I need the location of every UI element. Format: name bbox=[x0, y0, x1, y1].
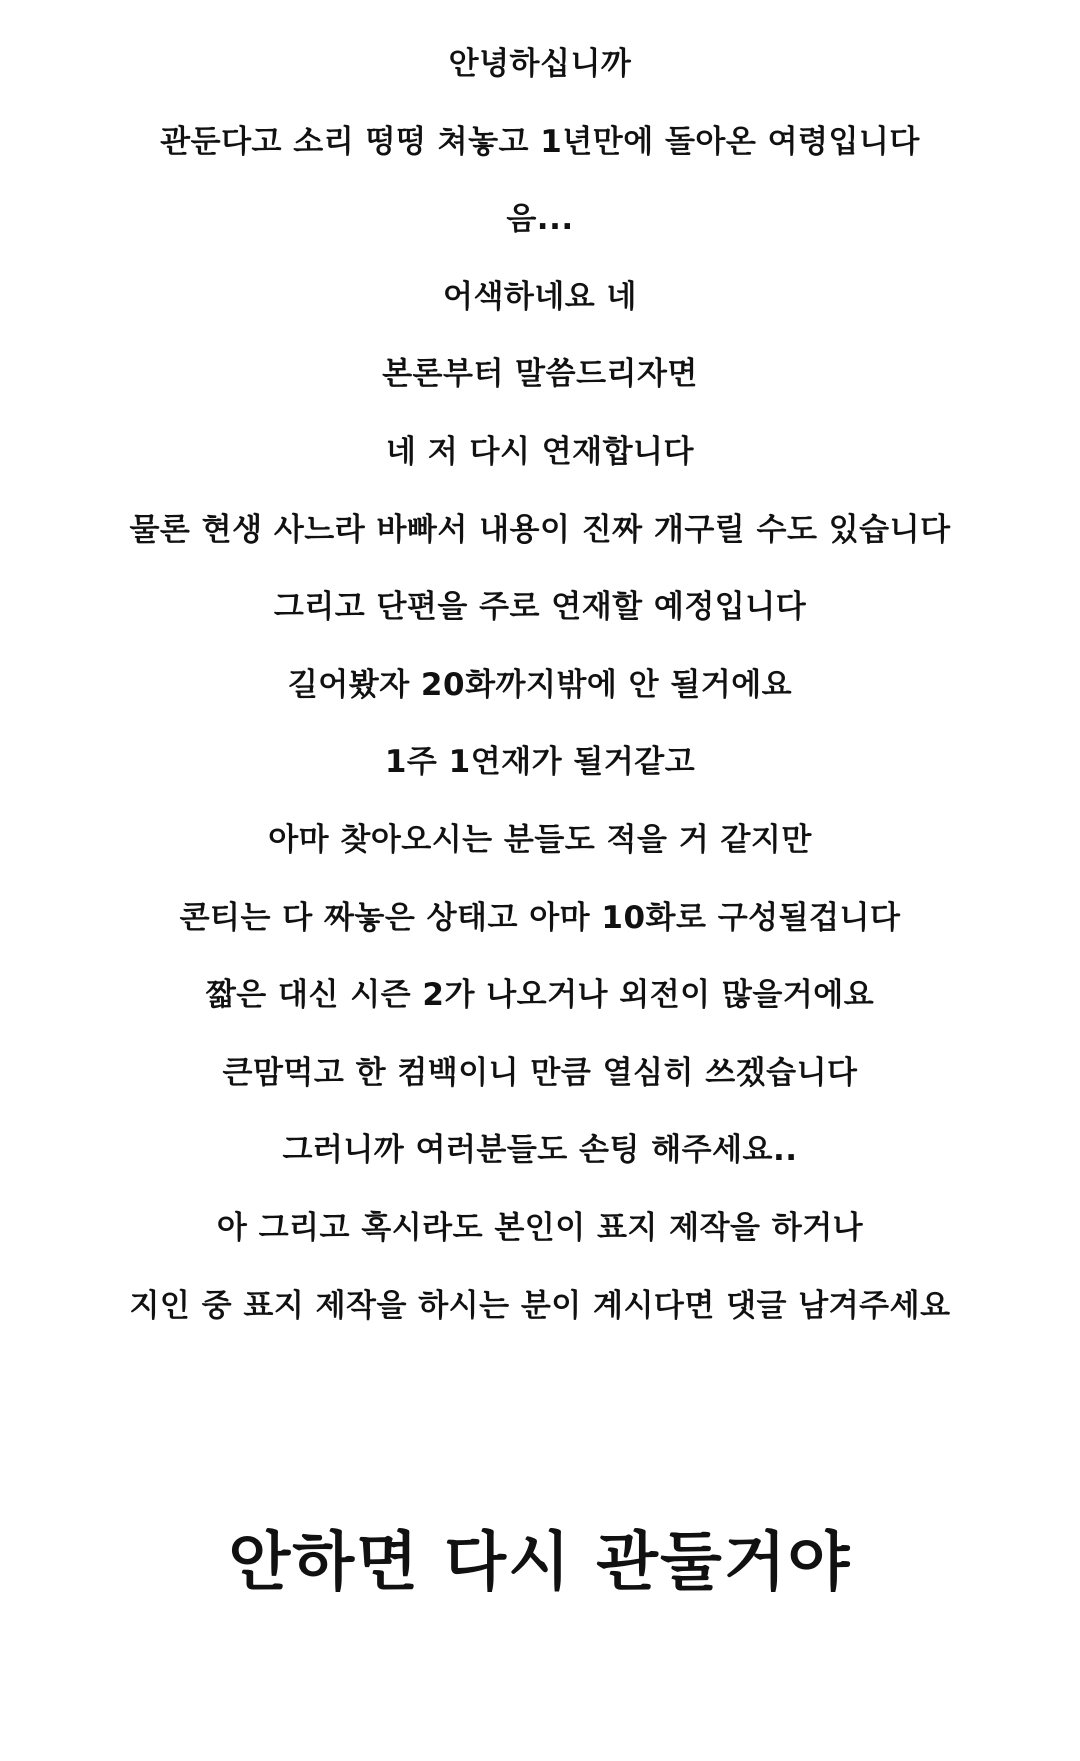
text-line: 아마 찾아오시는 분들도 적을 거 같지만 bbox=[268, 821, 812, 858]
text-line: 물론 현생 사느라 바빠서 내용이 진짜 개구릴 수도 있습니다 bbox=[129, 511, 951, 548]
text-line: 지인 중 표지 제작을 하시는 분이 계시다면 댓글 남겨주세요 bbox=[129, 1287, 951, 1324]
closing-heading: 안하면 다시 관둘거야 bbox=[228, 1526, 852, 1600]
post-text-lines bbox=[0, 38, 1080, 1357]
text-line: 1주 1연재가 될거같고 bbox=[384, 744, 696, 781]
text-line: 아 그리고 혹시라도 본인이 표지 제작을 하거나 bbox=[216, 1209, 864, 1246]
text-line: 본론부터 말씀드리자면 bbox=[382, 356, 698, 393]
text-line: 어색하네요 네 bbox=[443, 278, 637, 315]
text-line: 길어봤자 20화까지밖에 안 될거에요 bbox=[287, 666, 793, 703]
text-line: 큰맘먹고 한 컴백이니 만큼 열심히 쓰겠습니다 bbox=[222, 1054, 858, 1091]
text-line: 그리고 단편을 주로 연재할 예정입니다 bbox=[273, 589, 807, 626]
text-line: 관둔다고 소리 떵떵 쳐놓고 1년만에 돌아온 여령입니다 bbox=[160, 123, 920, 160]
text-line: 네 저 다시 연재합니다 bbox=[386, 433, 694, 470]
text-line: 콘티는 다 짜놓은 상태고 아마 10화로 구성될겁니다 bbox=[179, 899, 901, 936]
text-line: 그러니까 여러분들도 손팅 해주세요.. bbox=[282, 1132, 798, 1169]
text-line: 안녕하십니까 bbox=[448, 46, 632, 82]
text-line: 음... bbox=[506, 201, 574, 238]
text-line: 짧은 대신 시즌 2가 나오거나 외전이 많을거에요 bbox=[205, 977, 875, 1014]
